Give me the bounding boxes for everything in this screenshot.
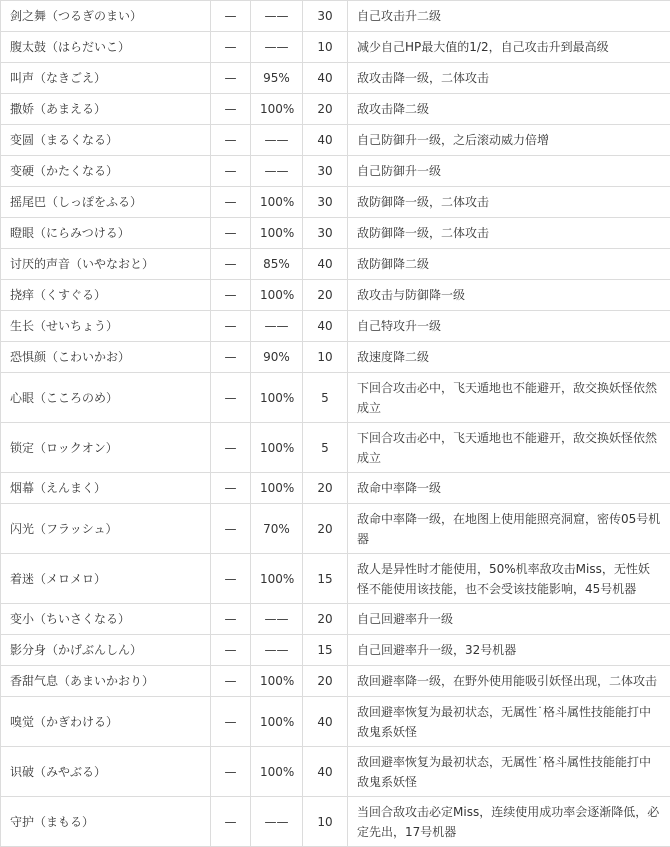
move-type-cell: —: [211, 32, 251, 63]
move-accuracy-cell: 100%: [251, 554, 303, 604]
table-row: [1, 604, 670, 635]
move-name-cell: 识破（みやぶる）: [1, 747, 211, 797]
move-effect-cell: 自己防御升一级，之后滚动威力倍增: [348, 125, 670, 156]
move-effect-cell: 敌防御降一级，二体攻击: [348, 187, 670, 218]
move-effect-cell: 敌回避率恢复为最初状态，无属性˙格斗属性技能能打中敌鬼系妖怪: [348, 697, 670, 747]
move-type-cell: —: [211, 666, 251, 697]
move-type-cell: —: [211, 423, 251, 473]
move-name-cell: 影分身（かげぶんしん）: [1, 635, 211, 666]
move-effect-cell: 自己特攻升一级: [348, 311, 670, 342]
move-type-cell: —: [211, 697, 251, 747]
move-effect-cell: 敌攻击降二级: [348, 94, 670, 125]
move-accuracy-cell: 100%: [251, 473, 303, 504]
move-pp-cell: 30: [303, 156, 348, 187]
move-accuracy-cell: 100%: [251, 373, 303, 423]
table-row: [1, 473, 670, 504]
move-accuracy-cell: ——: [251, 1, 303, 32]
move-accuracy-cell: ——: [251, 125, 303, 156]
move-name-cell: 嗅觉（かぎわける）: [1, 697, 211, 747]
move-effect-cell: 敌速度降二级: [348, 342, 670, 373]
move-type-cell: —: [211, 63, 251, 94]
move-type-cell: —: [211, 94, 251, 125]
move-effect-cell: 敌防御降二级: [348, 249, 670, 280]
move-effect-cell: 敌攻击降一级，二体攻击: [348, 63, 670, 94]
move-effect-cell: 自己回避率升一级，32号机器: [348, 635, 670, 666]
move-pp-cell: 10: [303, 797, 348, 847]
move-effect-cell: 敌命中率降一级: [348, 473, 670, 504]
table-row: [1, 554, 670, 604]
move-name-cell: 烟幕（えんまく）: [1, 473, 211, 504]
table-row: [1, 666, 670, 697]
move-pp-cell: 20: [303, 280, 348, 311]
move-accuracy-cell: 100%: [251, 697, 303, 747]
move-accuracy-cell: ——: [251, 635, 303, 666]
move-effect-cell: 敌攻击与防御降一级: [348, 280, 670, 311]
move-effect-cell: 当回合敌攻击必定Miss，连续使用成功率会逐渐降低，必定先出，17号机器: [348, 797, 670, 847]
move-effect-cell: 敌回避率恢复为最初状态，无属性˙格斗属性技能能打中敌鬼系妖怪: [348, 747, 670, 797]
move-name-cell: 挠痒（くすぐる）: [1, 280, 211, 311]
move-type-cell: —: [211, 373, 251, 423]
table-row: [1, 423, 670, 473]
move-pp-cell: 30: [303, 1, 348, 32]
move-name-cell: 闪光（フラッシュ）: [1, 504, 211, 554]
move-name-cell: 变圆（まるくなる）: [1, 125, 211, 156]
move-accuracy-cell: ——: [251, 604, 303, 635]
table-row: [1, 747, 670, 797]
move-pp-cell: 40: [303, 249, 348, 280]
move-pp-cell: 10: [303, 342, 348, 373]
moves-table-body: [1, 1, 670, 847]
move-effect-cell: 自己攻击升二级: [348, 1, 670, 32]
table-row: [1, 32, 670, 63]
move-name-cell: 恐惧颜（こわいかお）: [1, 342, 211, 373]
move-effect-cell: 敌回避率降一级，在野外使用能吸引妖怪出现，二体攻击: [348, 666, 670, 697]
table-row: [1, 635, 670, 666]
move-accuracy-cell: 70%: [251, 504, 303, 554]
move-pp-cell: 40: [303, 125, 348, 156]
move-accuracy-cell: 100%: [251, 280, 303, 311]
move-pp-cell: 20: [303, 604, 348, 635]
move-type-cell: —: [211, 249, 251, 280]
move-name-cell: 变小（ちいさくなる）: [1, 604, 211, 635]
move-type-cell: —: [211, 311, 251, 342]
move-accuracy-cell: ——: [251, 797, 303, 847]
move-accuracy-cell: 100%: [251, 423, 303, 473]
move-type-cell: —: [211, 554, 251, 604]
move-pp-cell: 20: [303, 504, 348, 554]
move-type-cell: —: [211, 635, 251, 666]
move-name-cell: 瞪眼（にらみつける）: [1, 218, 211, 249]
table-row: [1, 280, 670, 311]
move-accuracy-cell: 90%: [251, 342, 303, 373]
move-effect-cell: 敌防御降一级，二体攻击: [348, 218, 670, 249]
move-name-cell: 生长（せいちょう）: [1, 311, 211, 342]
table-row: [1, 63, 670, 94]
move-pp-cell: 20: [303, 94, 348, 125]
move-type-cell: —: [211, 747, 251, 797]
table-row: [1, 1, 670, 32]
table-row: [1, 342, 670, 373]
table-row: [1, 249, 670, 280]
move-effect-cell: 减少自己HP最大值的1/2，自己攻击升到最高级: [348, 32, 670, 63]
move-pp-cell: 10: [303, 32, 348, 63]
move-pp-cell: 15: [303, 554, 348, 604]
move-name-cell: 着迷（メロメロ）: [1, 554, 211, 604]
move-name-cell: 叫声（なきごえ）: [1, 63, 211, 94]
move-pp-cell: 15: [303, 635, 348, 666]
table-row: [1, 187, 670, 218]
table-row: [1, 218, 670, 249]
move-pp-cell: 30: [303, 187, 348, 218]
move-name-cell: 讨厌的声音（いやなおと）: [1, 249, 211, 280]
move-pp-cell: 40: [303, 311, 348, 342]
table-row: [1, 504, 670, 554]
move-accuracy-cell: 100%: [251, 218, 303, 249]
move-type-cell: —: [211, 797, 251, 847]
move-accuracy-cell: ——: [251, 32, 303, 63]
table-row: [1, 697, 670, 747]
move-effect-cell: 敌人是异性时才能使用，50%机率敌攻击Miss，无性妖怪不能使用该技能，也不会受该技能影响，45号机器: [348, 554, 670, 604]
move-pp-cell: 5: [303, 373, 348, 423]
move-type-cell: —: [211, 187, 251, 218]
move-effect-cell: 下回合攻击必中，飞天遁地也不能避开，敌交换妖怪依然成立: [348, 373, 670, 423]
table-row: [1, 311, 670, 342]
move-type-cell: —: [211, 125, 251, 156]
move-accuracy-cell: 100%: [251, 666, 303, 697]
table-row: [1, 797, 670, 847]
move-type-cell: —: [211, 218, 251, 249]
move-accuracy-cell: 100%: [251, 187, 303, 218]
move-name-cell: 心眼（こころのめ）: [1, 373, 211, 423]
move-name-cell: 剑之舞（つるぎのまい）: [1, 1, 211, 32]
move-effect-cell: 敌命中率降一级，在地图上使用能照亮洞窟，密传05号机器: [348, 504, 670, 554]
move-accuracy-cell: 100%: [251, 747, 303, 797]
move-accuracy-cell: 95%: [251, 63, 303, 94]
move-name-cell: 香甜气息（あまいかおり）: [1, 666, 211, 697]
table-row: [1, 373, 670, 423]
move-name-cell: 撒娇（あまえる）: [1, 94, 211, 125]
move-pp-cell: 40: [303, 697, 348, 747]
move-type-cell: —: [211, 156, 251, 187]
move-pp-cell: 20: [303, 473, 348, 504]
move-pp-cell: 30: [303, 218, 348, 249]
move-pp-cell: 40: [303, 747, 348, 797]
move-effect-cell: 自己回避率升一级: [348, 604, 670, 635]
move-type-cell: —: [211, 1, 251, 32]
move-pp-cell: 20: [303, 666, 348, 697]
move-pp-cell: 5: [303, 423, 348, 473]
move-name-cell: 变硬（かたくなる）: [1, 156, 211, 187]
move-accuracy-cell: 85%: [251, 249, 303, 280]
move-name-cell: 摇尾巴（しっぽをふる）: [1, 187, 211, 218]
move-accuracy-cell: ——: [251, 156, 303, 187]
move-type-cell: —: [211, 473, 251, 504]
move-accuracy-cell: 100%: [251, 94, 303, 125]
move-effect-cell: 下回合攻击必中，飞天遁地也不能避开，敌交换妖怪依然成立: [348, 423, 670, 473]
move-name-cell: 腹太鼓（はらだいこ）: [1, 32, 211, 63]
table-row: [1, 94, 670, 125]
table-row: [1, 125, 670, 156]
move-type-cell: —: [211, 604, 251, 635]
move-type-cell: —: [211, 280, 251, 311]
move-name-cell: 守护（まもる）: [1, 797, 211, 847]
move-accuracy-cell: ——: [251, 311, 303, 342]
move-type-cell: —: [211, 504, 251, 554]
move-name-cell: 锁定（ロックオン）: [1, 423, 211, 473]
move-type-cell: —: [211, 342, 251, 373]
table-row: [1, 156, 670, 187]
move-pp-cell: 40: [303, 63, 348, 94]
move-effect-cell: 自己防御升一级: [348, 156, 670, 187]
